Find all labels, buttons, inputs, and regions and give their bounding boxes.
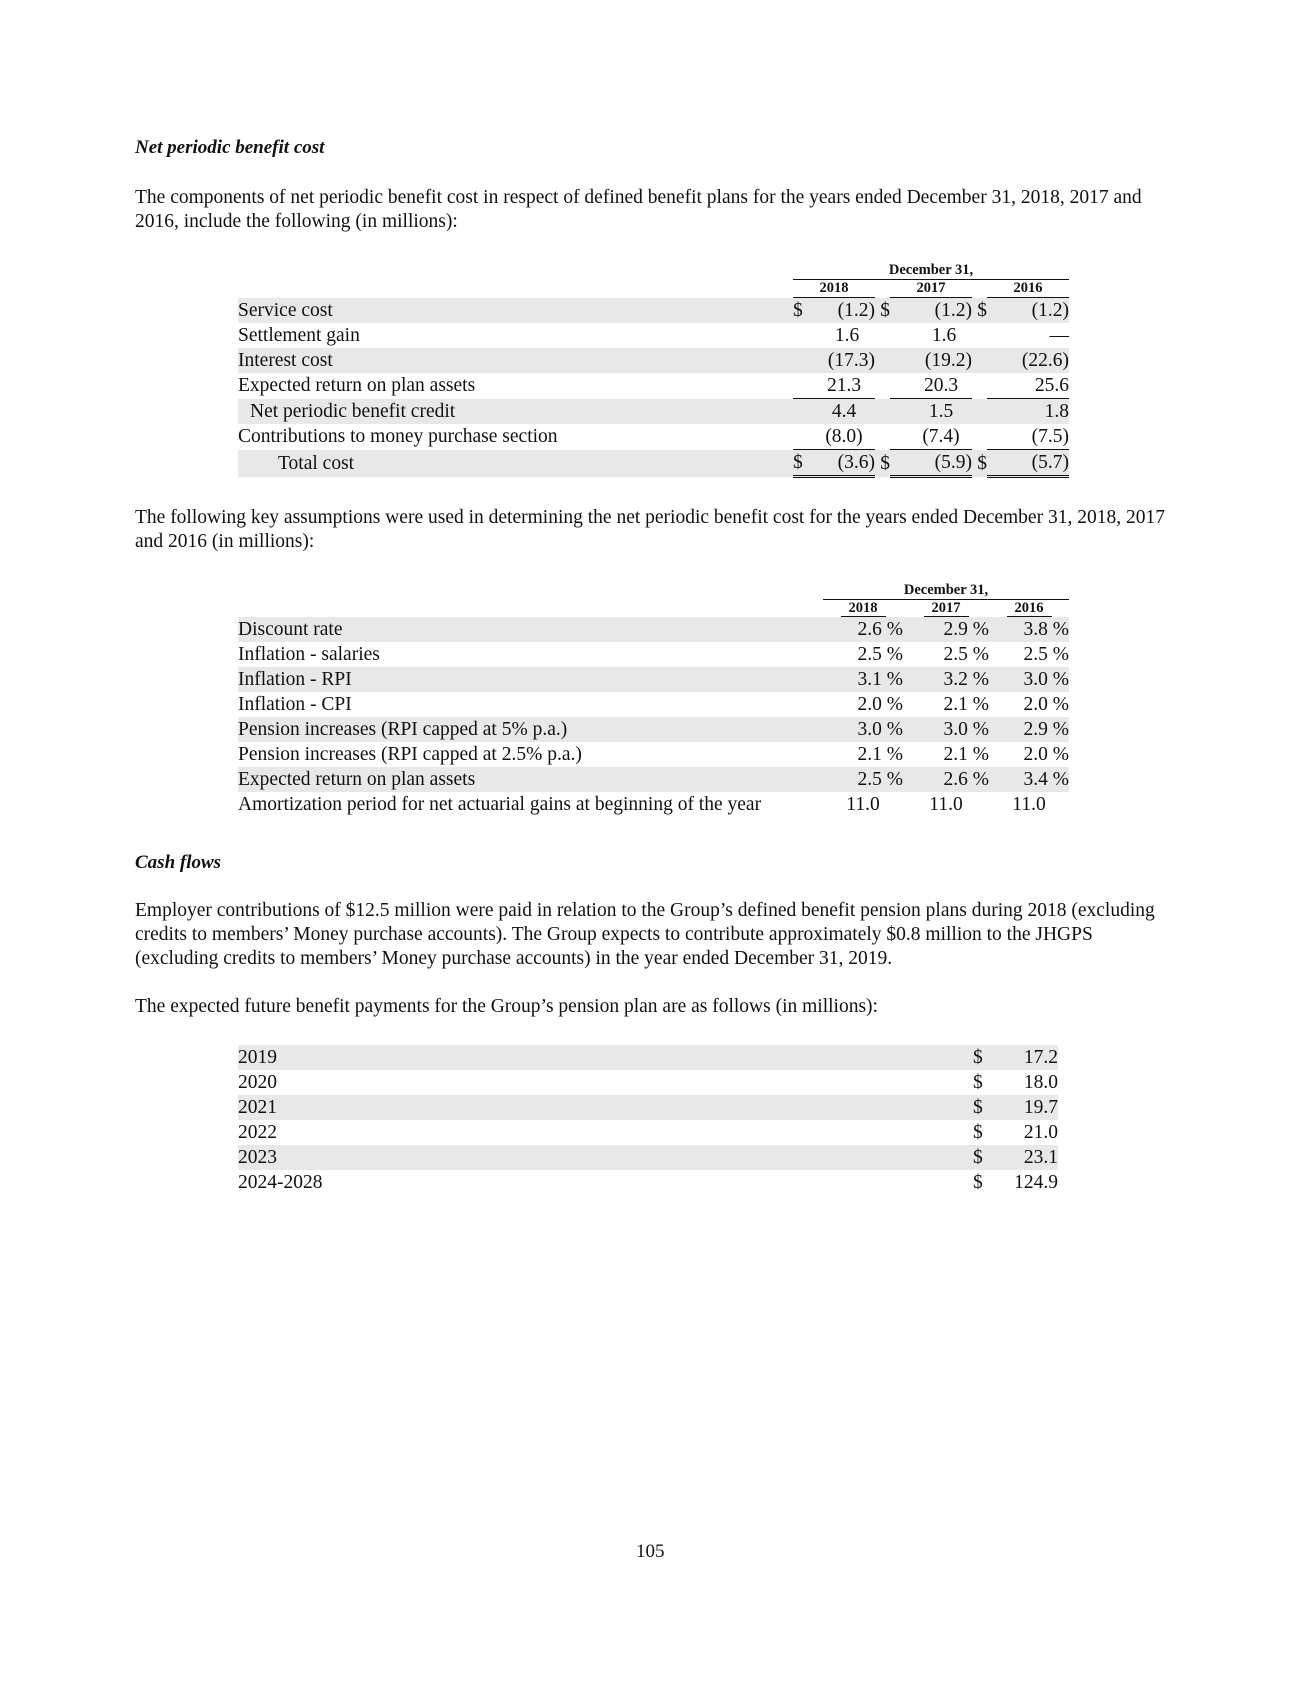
currency-symbol: $: [973, 1122, 983, 1143]
cell-value: 2.5 %: [1023, 644, 1069, 665]
cell-value: 2.6 %: [903, 767, 989, 792]
intro-paragraph-assumptions: The following key assumptions were used in determining the net periodic benefit cost for the years ended December 31, 2018, 2017 and 2016 (in millions):: [135, 507, 1165, 552]
table-row: [238, 323, 1069, 348]
cell-value: 2.1 %: [943, 694, 989, 715]
cell-value: 2.5 %: [823, 767, 903, 792]
cell-value: 2.0 %: [1023, 744, 1069, 765]
section-heading-net-periodic-benefit-cost: Net periodic benefit cost: [135, 137, 325, 158]
currency-symbol: $: [973, 1145, 1003, 1170]
currency-symbol: $: [973, 1172, 983, 1193]
cell-value: 2.1 %: [857, 744, 903, 765]
currency-symbol: $: [875, 298, 890, 324]
row-label: Expected return on plan assets: [238, 767, 823, 792]
row-label: Inflation - RPI: [238, 667, 823, 692]
currency-symbol: $: [973, 1095, 1003, 1120]
section-heading-cash-flows: Cash flows: [135, 852, 222, 873]
cell-value: 3.0 %: [903, 717, 989, 742]
table-row: [238, 399, 1069, 425]
table-row: [238, 692, 1069, 717]
cell-value: 3.2 %: [903, 667, 989, 692]
currency-symbol: $: [793, 450, 813, 477]
cell-value: 3.1 %: [823, 667, 903, 692]
table-row: [238, 298, 1069, 324]
table-row: [238, 424, 1069, 450]
cell-value: (8.0): [813, 424, 875, 450]
row-label: Net periodic benefit credit: [238, 399, 793, 425]
cell-value: (5.9): [910, 450, 972, 477]
cell-value: (17.3): [813, 348, 875, 373]
table-row: [238, 1070, 1058, 1095]
cell-value: 25.6: [1007, 373, 1069, 399]
cell-value: 21.0: [1023, 1122, 1058, 1143]
row-label: 2022: [238, 1122, 277, 1143]
cell-value: (5.7): [1007, 450, 1069, 477]
net-periodic-benefit-cost-table: [238, 262, 1069, 478]
key-assumptions-table: [238, 582, 1069, 817]
row-label: Service cost: [238, 298, 793, 324]
table-row: [238, 792, 1069, 817]
cell-value: 1.8: [1007, 399, 1069, 425]
year-header: 2018: [793, 280, 875, 298]
row-label: 2019: [238, 1045, 973, 1070]
row-label: 2024-2028: [238, 1172, 323, 1193]
row-label: Interest cost: [238, 348, 793, 373]
cell-value: 3.0 %: [823, 717, 903, 742]
year-header: 2016: [989, 600, 1069, 618]
cell-value: 11.0: [929, 794, 963, 815]
row-label: Amortization period for net actuarial gains at beginning of the year: [238, 794, 762, 815]
table-row: [238, 1145, 1058, 1170]
row-label: Contributions to money purchase section: [238, 426, 558, 448]
cell-value: 20.3: [910, 373, 972, 399]
table-row: [238, 373, 1069, 399]
row-label: Settlement gain: [238, 325, 360, 346]
cell-value: 2.5 %: [857, 644, 903, 665]
year-header: 2018: [823, 600, 903, 618]
currency-symbol: $: [875, 450, 890, 477]
row-label: 2021: [238, 1095, 973, 1120]
cell-value: (22.6): [1007, 348, 1069, 373]
cell-value: 2.0 %: [1023, 694, 1069, 715]
cell-value: (1.2): [1007, 298, 1069, 324]
cell-value: 1.6: [931, 325, 957, 346]
cell-value: 2.9 %: [903, 617, 989, 642]
cell-value: (1.2): [910, 298, 972, 324]
cell-value: (3.6): [813, 450, 875, 477]
row-label: Pension increases (RPI capped at 5% p.a.): [238, 717, 823, 742]
cell-value: 2.9 %: [989, 717, 1069, 742]
cell-value: (7.5): [1007, 424, 1069, 450]
table-row: [238, 642, 1069, 667]
table-row-total: [238, 450, 1069, 477]
cell-value: 2.0 %: [857, 694, 903, 715]
row-label: Pension increases (RPI capped at 2.5% p.a.): [238, 744, 582, 765]
table-row: [238, 717, 1069, 742]
cell-value: (19.2): [910, 348, 972, 373]
table-row: [238, 742, 1069, 767]
year-header: 2016: [987, 280, 1069, 298]
row-label: 2023: [238, 1145, 973, 1170]
cell-value: 3.8 %: [989, 617, 1069, 642]
currency-symbol: $: [793, 298, 813, 324]
table-row: [238, 1120, 1058, 1145]
cell-value: 2.6 %: [823, 617, 903, 642]
row-label: Expected return on plan assets: [238, 375, 476, 397]
table-row: [238, 1045, 1058, 1070]
cash-flows-paragraph: Employer contributions of $12.5 million were paid in relation to the Group’s defined benefit pension plans during 2018 (excluding credits to members’ Money purchase accounts). The Group expects to contribute approximately $0.8 million to the JHGPS (excluding credits to members’ Money purchase accounts) in the year ended December 31, 2019.: [135, 900, 1155, 969]
expected-payments-intro: The expected future benefit payments for the Group’s pension plan are as follows (in millions):: [135, 996, 878, 1017]
table-row: [238, 617, 1069, 642]
currency-symbol: $: [973, 1072, 983, 1093]
intro-paragraph-components: The components of net periodic benefit cost in respect of defined benefit plans for the years ended December 31, 2018, 2017 and 2016, include the following (in millions):: [135, 187, 1142, 232]
cell-value: 1.5: [910, 399, 972, 425]
cell-value: (7.4): [910, 424, 972, 450]
cell-value: 3.0 %: [989, 667, 1069, 692]
cell-value: 124.9: [1014, 1172, 1058, 1193]
table-row: [238, 1170, 1058, 1195]
cell-value: 23.1: [1003, 1145, 1058, 1170]
table-row: [238, 348, 1069, 373]
cell-value: 18.0: [1023, 1072, 1058, 1093]
cell-value: 17.2: [1003, 1045, 1058, 1070]
row-label: Inflation - CPI: [238, 694, 352, 715]
cell-value: (1.2): [813, 298, 875, 324]
cell-value: 3.4 %: [989, 767, 1069, 792]
row-label: Total cost: [238, 450, 793, 477]
cell-value: 11.0: [1012, 794, 1046, 815]
row-label: 2020: [238, 1072, 277, 1093]
currency-symbol: $: [973, 1045, 1003, 1070]
column-group-header: December 31,: [823, 582, 1069, 600]
column-group-header: December 31,: [793, 262, 1069, 280]
year-header: 2017: [890, 280, 972, 298]
cell-value: 11.0: [846, 794, 880, 815]
cell-value: 2.1 %: [943, 744, 989, 765]
page-number: 105: [636, 1541, 665, 1562]
cell-value: —: [1049, 325, 1069, 346]
currency-symbol: $: [972, 298, 987, 324]
row-label: Discount rate: [238, 617, 823, 642]
expected-benefit-payments-table: [238, 1045, 1058, 1195]
cell-value: 1.6: [834, 325, 860, 346]
currency-symbol: $: [972, 450, 987, 477]
table-row: [238, 667, 1069, 692]
table-row: [238, 767, 1069, 792]
row-label: Inflation - salaries: [238, 644, 380, 665]
cell-value: 2.5 %: [943, 644, 989, 665]
cell-value: 21.3: [813, 373, 875, 399]
table-row: [238, 1095, 1058, 1120]
cell-value: 19.7: [1003, 1095, 1058, 1120]
cell-value: 4.4: [813, 399, 875, 425]
year-header: 2017: [903, 600, 989, 618]
